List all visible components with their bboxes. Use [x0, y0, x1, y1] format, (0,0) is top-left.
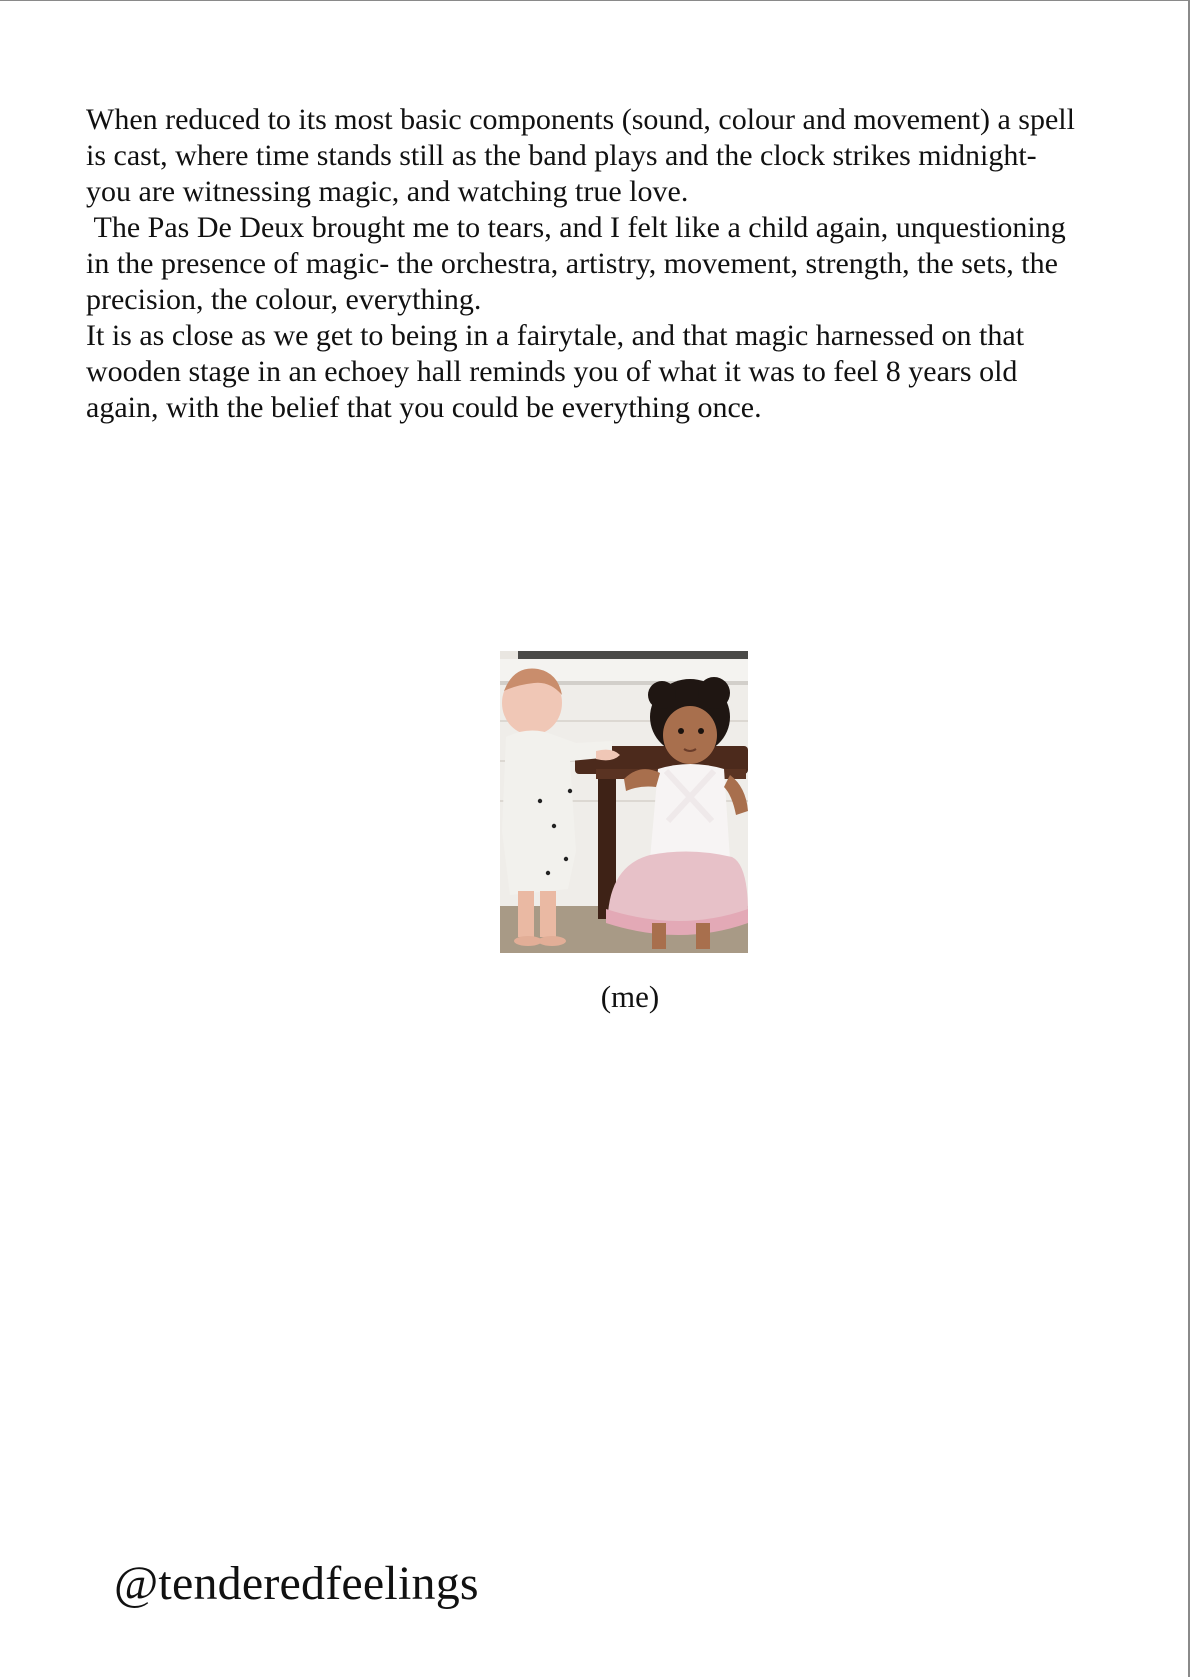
author-handle: @tenderedfeelings [114, 1557, 479, 1610]
paragraph-1: When reduced to its most basic components (sound, colour and movement) a spell is cast, where time stands still as the band plays and the clock strikes midnight- you are witnessing magic, and watching true love. [86, 103, 1083, 208]
body-text [86, 102, 1086, 426]
photo-illustration [500, 651, 748, 953]
paragraph-2: The Pas De Deux brought me to tears, and I felt like a child again, unquestioning in the presence of magic- the orchestra, artistry, movement, strength, the sets, the precision, the colour, everything. [86, 211, 1074, 316]
childhood-photo [500, 651, 748, 953]
paragraph-3: It is as close as we get to being in a fairytale, and that magic harnessed on that wooden stage in an echoey hall reminds you of what it was to feel 8 years old again, with the belief that you could be everything once. [86, 319, 1032, 424]
photo-caption: (me) [600, 979, 660, 1014]
